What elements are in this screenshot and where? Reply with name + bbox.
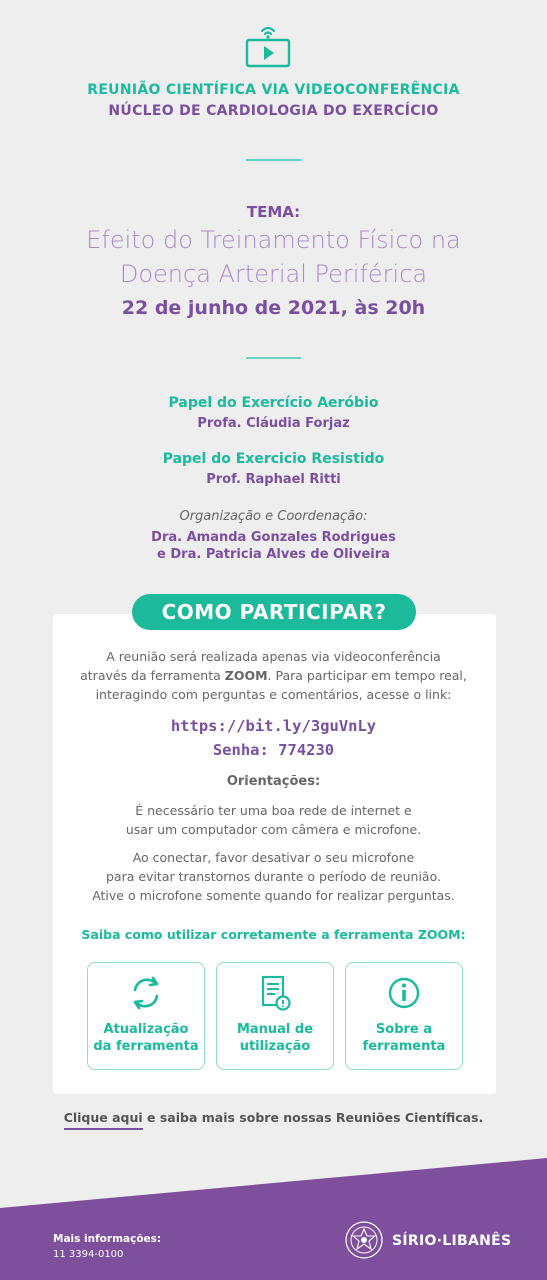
tool-card-update[interactable]	[87, 962, 205, 1070]
brand-emblem-icon	[344, 1220, 384, 1260]
how-to-participate-banner: COMO PARTICIPAR?	[132, 594, 416, 630]
header-title-line1: REUNIÃO CIENTÍFICA VIA VIDEOCONFERÊNCIA	[87, 82, 460, 98]
speaker-topic: Papel do Exercicio Resistido	[162, 451, 385, 467]
guideline-1-line1: É necessário ter uma boa rede de internet e	[135, 803, 412, 818]
tool-card-manual[interactable]	[216, 962, 334, 1070]
tool-label-line2: utilização	[239, 1039, 311, 1054]
speaker-name: Profa. Cláudia Forjaz	[197, 416, 350, 431]
section-divider	[246, 357, 301, 359]
guideline-2-line2: para evitar transtornos durante o período de reunião.	[106, 869, 441, 884]
guideline-2-line1: Ao conectar, favor desativar o seu microfone	[132, 850, 415, 865]
meeting-link[interactable]: https://bit.ly/3guVnLy	[170, 717, 377, 735]
info-icon	[384, 973, 424, 1013]
speaker-name: Prof. Raphael Ritti	[206, 472, 341, 487]
theme-title-line2: Doença Arterial Periférica	[119, 260, 428, 288]
guideline-2-line3: Ative o microfone somente quando for realizar perguntas.	[92, 888, 455, 903]
tool-label-line1: Manual de	[236, 1022, 314, 1037]
tool-label-line2: da ferramenta	[93, 1039, 199, 1054]
video-conference-icon	[244, 22, 292, 68]
meeting-password: Senha: 774230	[212, 741, 335, 759]
event-date: 22 de junho de 2021, às 20h	[121, 297, 426, 319]
tool-card-about[interactable]	[345, 962, 463, 1070]
click-here-link[interactable]: Clique aqui	[64, 1110, 143, 1130]
tool-label-line2: ferramenta	[362, 1039, 446, 1054]
refresh-icon	[126, 973, 166, 1013]
section-divider	[246, 159, 301, 161]
theme-title-line1: Efeito do Treinamento Físico na	[86, 226, 461, 254]
theme-label: TEMA:	[246, 203, 301, 221]
guideline-1-line2: usar um computador com câmera e microfone.	[125, 822, 422, 837]
phone-number: 11 3394-0100	[53, 1249, 124, 1260]
header-title-line2: NÚCLEO DE CARDIOLOGIA DO EXERCÍCIO	[108, 103, 439, 119]
speaker-topic: Papel do Exercício Aeróbio	[168, 395, 379, 411]
organization-label: Organização e Coordenação:	[179, 509, 368, 524]
zoom-help-heading: Saiba como utilizar corretamente a ferramenta ZOOM:	[81, 927, 466, 942]
brand-name: SÍRIO·LIBANÊS	[392, 1233, 512, 1249]
organizer-line2: e Dra. Patricia Alves de Oliveira	[157, 547, 390, 562]
intro-text-line3: interagindo com perguntas e comentários, acesse o link:	[95, 687, 452, 702]
more-info-sentence	[0, 1110, 547, 1125]
more-info-rest: e saiba mais sobre nossas Reuniões Científicas.	[142, 1110, 484, 1125]
manual-icon	[255, 973, 295, 1013]
tool-label-line1: Sobre a	[375, 1022, 433, 1037]
intro-text-line1: A reunião será realizada apenas via videoconferência	[106, 649, 441, 664]
tool-label-line1: Atualização	[103, 1022, 189, 1037]
footer-band	[0, 1150, 547, 1280]
organizer-line1: Dra. Amanda Gonzales Rodrigues	[151, 530, 396, 545]
intro-text-line2: através da ferramenta ZOOM. Para participar em tempo real,	[80, 668, 467, 683]
more-info-label: Mais informações:	[53, 1233, 162, 1245]
guidelines-label: Orientações:	[226, 774, 321, 789]
